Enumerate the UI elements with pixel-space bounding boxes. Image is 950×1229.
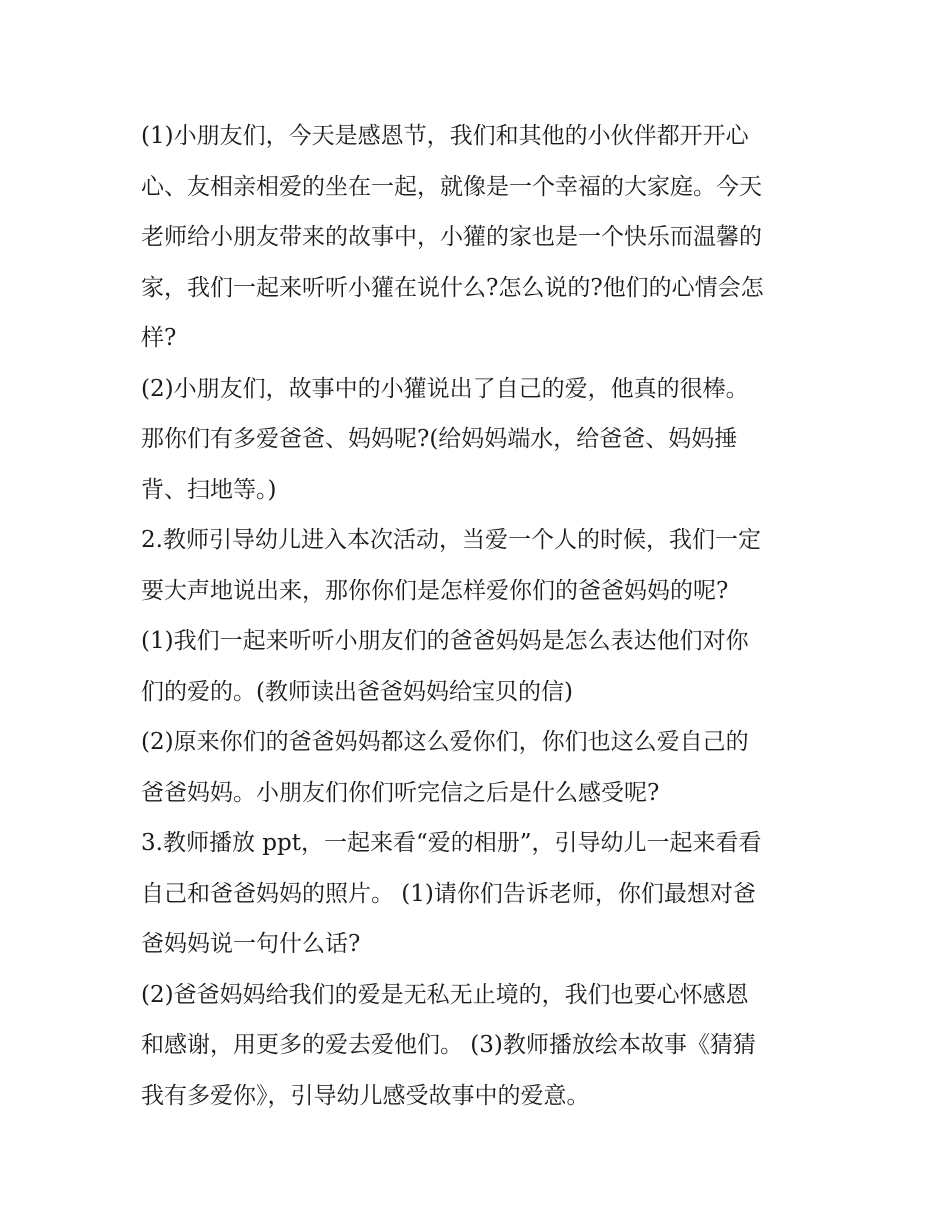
text-line: 家，我们一起来听听小獾在说什么?怎么说的?他们的心情会怎 <box>141 274 764 301</box>
text-line: 那你们有多爱爸爸、妈妈呢?(给妈妈端水，给爸爸、妈妈捶 <box>141 426 738 452</box>
text-line: 样? <box>141 325 177 351</box>
text-line: 背、扫地等。) <box>141 476 277 503</box>
text-line: (2)原来你们的爸爸妈妈都这么爱你们，你们也这么爱自己的 <box>141 729 749 755</box>
text-line: (2)爸爸妈妈给我们的爱是无私无止境的，我们也要心怀感恩 <box>141 981 749 1008</box>
text-line: 我有多爱你》，引导幼儿感受故事中的爱意。 <box>141 1082 590 1109</box>
text-line: 3.教师播放 ppt，一起来看“爱的相册”，引导幼儿一起来看看 <box>141 830 762 856</box>
text-line: 2.教师引导幼儿进入本次活动，当爱一个人的时候，我们一定 <box>141 527 761 553</box>
text-line: (2)小朋友们，故事中的小獾说出了自己的爱，他真的很棒。 <box>141 375 749 402</box>
text-line: 爸妈妈说一句什么话? <box>141 931 361 957</box>
text-line: 要大声地说出来，那你你们是怎样爱你们的爸爸妈妈的呢? <box>141 577 729 604</box>
document-body <box>141 111 821 1121</box>
text-line: (1)我们一起来听听小朋友们的爸爸妈妈是怎么表达他们对你 <box>141 628 749 654</box>
text-line: 心、友相亲相爱的坐在一起，就像是一个幸福的大家庭。今天 <box>141 173 762 200</box>
text-line: 爸爸妈妈。小朋友们你们听完信之后是什么感受呢? <box>141 779 660 806</box>
text-line: 们的爱的。(教师读出爸爸妈妈给宝贝的信) <box>141 678 573 705</box>
text-line: 和感谢，用更多的爱去爱他们。 (3)教师播放绘本故事《猜猜 <box>141 1032 756 1058</box>
text-line: 自己和爸爸妈妈的照片。 (1)请你们告诉老师，你们最想对爸 <box>141 880 756 907</box>
text-line: 老师给小朋友带来的故事中，小獾的家也是一个快乐而温馨的 <box>141 224 762 250</box>
text-line: (1)小朋友们，今天是感恩节，我们和其他的小伙伴都开开心 <box>141 123 749 149</box>
